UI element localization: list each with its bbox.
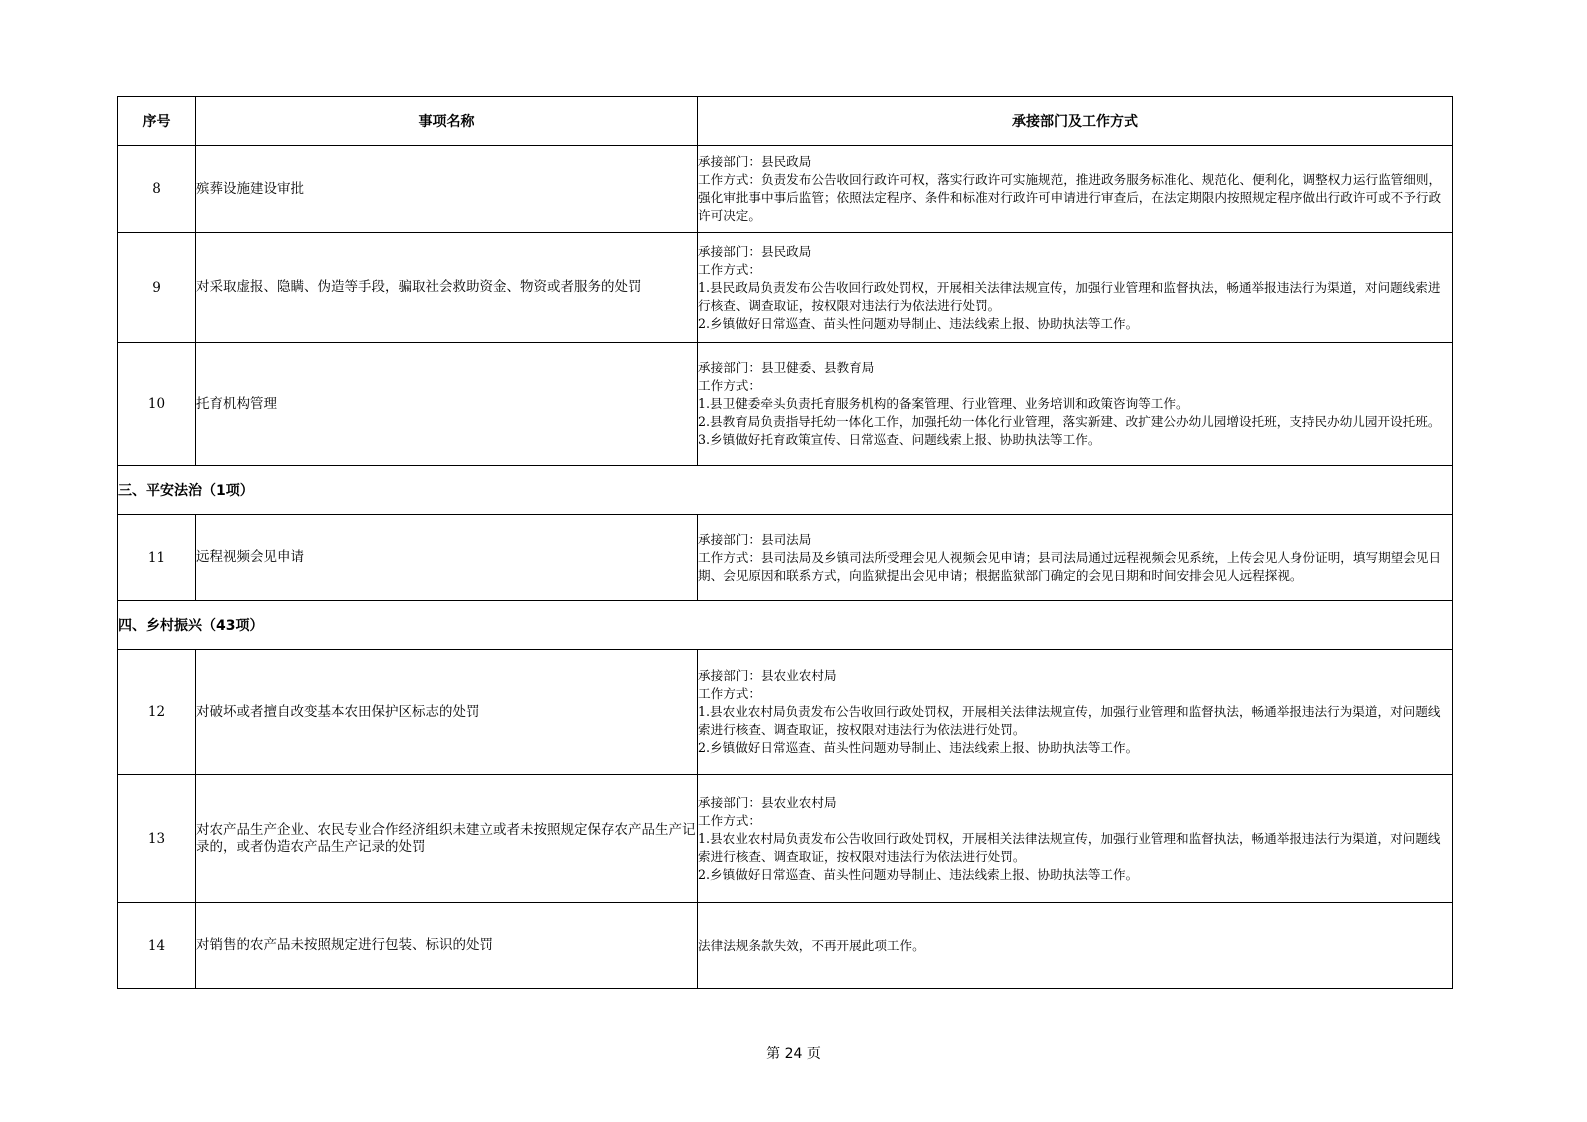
header-row — [118, 97, 1453, 146]
section-row — [118, 601, 1453, 650]
dept-line: 工作方式： — [698, 686, 761, 701]
row-dept — [698, 650, 1453, 775]
row-dept — [698, 515, 1453, 601]
dept-line: 2.乡镇做好日常巡查、苗头性问题劝导制止、违法线索上报、协助执法等工作。 — [698, 315, 1139, 331]
table-row — [118, 775, 1453, 903]
row-dept — [698, 903, 1453, 989]
row-seq: 13 — [118, 775, 196, 903]
header-name: 事项名称 — [196, 97, 698, 146]
dept-line: 工作方式：负责发布公告收回行政许可权，落实行政许可实施规范，推进政务服务标准化、规范化、便利化，调整权力运行监管细则，强化审批事中事后监管；依照法定程序、条件和标准对行政许可申请进行审查后，在法定期限内按照规定程序做出行政许可或不予行政许可决定。 — [698, 172, 1442, 223]
dept-line: 工作方式： — [698, 812, 761, 828]
header-dept: 承接部门及工作方式 — [698, 97, 1453, 146]
row-name: 远程视频会见申请 — [196, 515, 698, 601]
section-title: 四、乡村振兴（43项） — [118, 601, 1453, 650]
dept-line: 1.县农业农村局负责发布公告收回行政处罚权，开展相关法律法规宣传，加强行业管理和监督执法，畅通举报违法行为渠道，对问题线索进行核查、调查取证，按权限对违法行为依法进行处罚。 — [698, 830, 1441, 864]
row-name: 对农产品生产企业、农民专业合作经济组织未建立或者未按照规定保存农产品生产记录的，或者伪造农产品生产记录的处罚 — [196, 775, 698, 903]
table-row — [118, 903, 1453, 989]
header-seq: 序号 — [118, 97, 196, 146]
row-seq: 10 — [118, 343, 196, 466]
dept-line: 1.县卫健委牵头负责托育服务机构的备案管理、行业管理、业务培训和政策咨询等工作。 — [698, 396, 1189, 411]
section-row — [118, 466, 1453, 515]
dept-line: 1.县民政局负责发布公告收回行政处罚权，开展相关法律法规宣传，加强行业管理和监督执法，畅通举报违法行为渠道，对问题线索进行核查、调查取证，按权限对违法行为依法进行处罚。 — [698, 279, 1441, 313]
row-dept — [698, 233, 1453, 343]
row-dept — [698, 146, 1453, 233]
dept-line: 工作方式：县司法局及乡镇司法所受理会见人视频会见申请；县司法局通过远程视频会见系统，上传会见人身份证明，填写期望会见日期、会见原因和联系方式，向监狱提出会见申请；根据监狱部门确定的会见日期和时间安排会见人远程探视。 — [698, 549, 1442, 583]
dept-line: 2.乡镇做好日常巡查、苗头性问题劝导制止、违法线索上报、协助执法等工作。 — [698, 866, 1139, 882]
row-name: 对销售的农产品未按照规定进行包装、标识的处罚 — [196, 903, 698, 989]
table-row — [118, 233, 1453, 343]
table-row — [118, 146, 1453, 233]
row-name: 对采取虚报、隐瞒、伪造等手段，骗取社会救助资金、物资或者服务的处罚 — [196, 233, 698, 343]
dept-line: 1.县农业农村局负责发布公告收回行政处罚权，开展相关法律法规宣传，加强行业管理和监督执法，畅通举报违法行为渠道，对问题线索进行核查、调查取证，按权限对违法行为依法进行处罚。 — [698, 704, 1441, 737]
dept-line: 承接部门：县农业农村局 — [698, 668, 837, 683]
dept-line: 2.乡镇做好日常巡查、苗头性问题劝导制止、违法线索上报、协助执法等工作。 — [698, 740, 1139, 755]
row-seq: 8 — [118, 146, 196, 233]
table-row — [118, 515, 1453, 601]
dept-line: 承接部门：县民政局 — [698, 243, 812, 259]
row-name: 对破坏或者擅自改变基本农田保护区标志的处罚 — [196, 650, 698, 775]
items-table — [117, 96, 1453, 989]
section-title: 三、平安法治（1项） — [118, 466, 1453, 515]
dept-line: 工作方式： — [698, 261, 761, 277]
dept-line: 承接部门：县民政局 — [698, 154, 812, 169]
dept-line: 承接部门：县司法局 — [698, 531, 812, 547]
row-seq: 11 — [118, 515, 196, 601]
row-dept — [698, 775, 1453, 903]
row-seq: 14 — [118, 903, 196, 989]
dept-line: 承接部门：县农业农村局 — [698, 794, 837, 810]
row-name: 托育机构管理 — [196, 343, 698, 466]
dept-line: 工作方式： — [698, 378, 761, 393]
table-row — [118, 650, 1453, 775]
dept-line: 2.县教育局负责指导托幼一体化工作，加强托幼一体化行业管理，落实新建、改扩建公办幼儿园增设托班，支持民办幼儿园开设托班。 — [698, 414, 1441, 429]
dept-line: 承接部门：县卫健委、县教育局 — [698, 360, 875, 375]
dept-line: 法律法规条款失效，不再开展此项工作。 — [698, 937, 925, 953]
table-row — [118, 343, 1453, 466]
row-seq: 12 — [118, 650, 196, 775]
row-dept — [698, 343, 1453, 466]
row-seq: 9 — [118, 233, 196, 343]
row-name: 殡葬设施建设审批 — [196, 146, 698, 233]
page-number: 第 24 页 — [766, 1046, 821, 1062]
dept-line: 3.乡镇做好托育政策宣传、日常巡查、问题线索上报、协助执法等工作。 — [698, 432, 1101, 447]
